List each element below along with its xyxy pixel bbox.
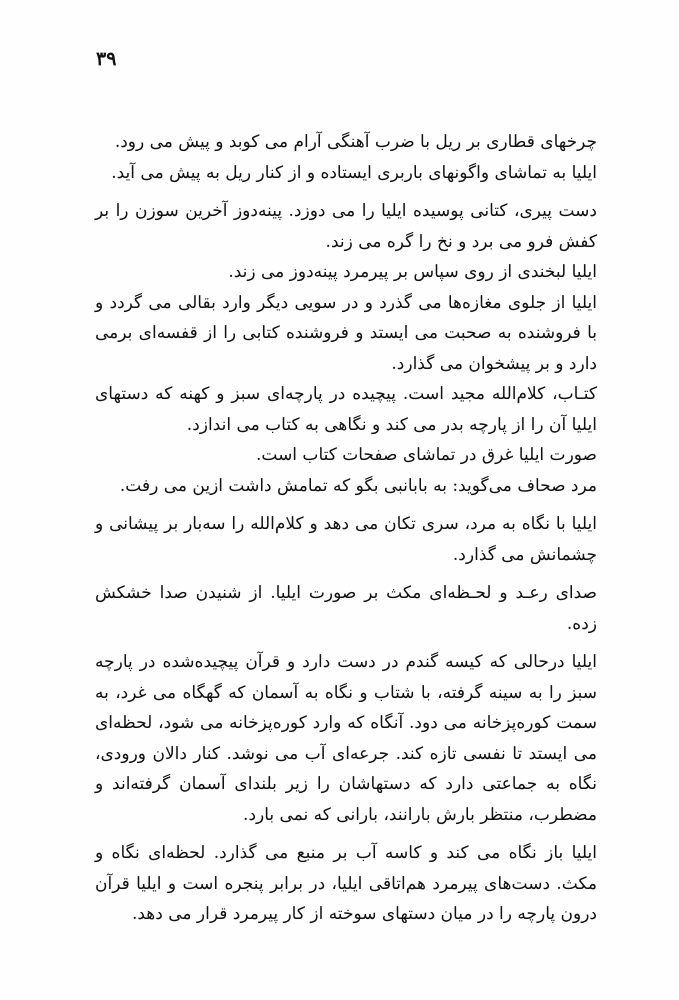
paragraph-4: ایلیا لبخندی از روی سپاس بر پیرمرد پینه‌دوز می زند. — [228, 262, 597, 282]
paragraph-5: ایلیا از جلوی مغازه‌ها می گذرد و در سویی دیگر وارد بقالی می گردد و با فروشنده به صحبت می ایستد و فروشنده کتابی را از قفسه‌ای برمی دارد و بر پیشخوان می گذارد. — [95, 292, 597, 374]
paragraph-8: مرد صحاف می‌گوید: به بابانبی بگو که تمامش داشت ازین می رفت. — [119, 475, 597, 496]
paragraph-2: ایلیا به تماشای واگونهای باربری ایستاده و از کنار ریل به پیش می آید. — [111, 162, 597, 183]
paragraph-12: ایلیا باز نگاه می کند و کاسه آب بر منبع می گذارد. لحظه‌ای نگاه و مکث. دست‌های پیرمرد هم‌اتاقی ایلیا، در برابر پنجره است و ایلیا قرآن درون پارچه را در میان دستهای سوخته از کار پیرمرد قرار می دهد. — [95, 843, 597, 924]
paragraph-7: صورت ایلیا غرق در تماشای صفحات کتاب است. — [255, 445, 597, 465]
paragraph-9: ایلیا با نگاه به مرد، سری تکان می دهد و کلام‌الله را سه‌بار بر پیشانی و چشمانش می گذارد. — [95, 514, 597, 565]
page-number: ۳۹ — [96, 48, 117, 70]
paragraph-1: چرخهای قطاری بر ریل با ضرب آهنگی آرام می کوبد و پیش می رود. — [114, 132, 597, 152]
body-text — [95, 127, 597, 930]
paragraph-6: کتـاب، کلام‌الله مجید است. پیچیده در پارچه‌ای سبز و کهنه که دستهای ایلیا آن را از پارچه بدر می کند و نگاهی به کتاب می اندازد. — [95, 384, 597, 435]
paragraph-10: صدای رعـد و لحـظه‌ای مکث بر صورت ایلیا. از شنیدن صدا خشکش زده. — [95, 583, 597, 634]
paragraph-11: ایلیا درحالی که کیسه گندم در دست دارد و قرآن پیچیده‌شده در پارچه سبز را به سینه گرفته، با شتاب و نگاه به آسمان که گهگاه می غرد، به سمت کوره‌پزخانه می دود. آنگاه که وارد کوره‌پزخانه می شود، لحظه‌ای می ایستد تا نفسی تازه کند. جرعه‌ای آب می نوشد. کنار دالان ورودی، نگاه به جماعتی دارد که دستهاشان را زیر بلندای آسمان گرفته‌اند و مضطرب، منتظر بارش بارانند، بارانی که نمی بارد. — [95, 652, 597, 825]
paragraph-3: دست پیری، کتانی پوسیده ایلیا را می دوزد. پینه‌دوز آخرین سوزن را بر کفش فرو می برد و نخ را گره می زند. — [95, 201, 597, 252]
